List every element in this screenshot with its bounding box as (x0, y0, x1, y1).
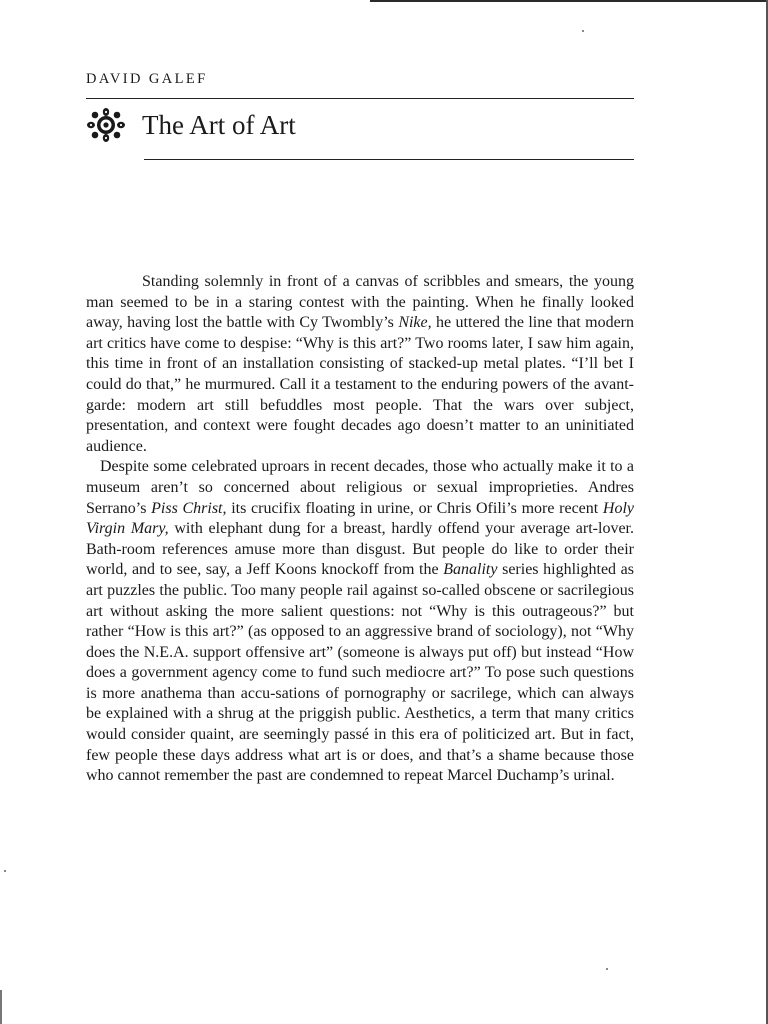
header-rule-bottom (144, 159, 634, 160)
book-page (86, 60, 634, 787)
paragraph-1 (86, 272, 634, 457)
flower-ornament-icon (86, 108, 126, 142)
artwork-title-nike: Nike, (398, 314, 432, 332)
text-run: Standing solemnly in front of a canvas of scribbles and smears, the young man seemed to be in a staring contest with the painting. When he finally looked away, having lost the battle with Cy Twombly’s (86, 273, 634, 332)
title-row (86, 107, 634, 143)
text-run: its crucifix floating in urine, or Chris Ofili’s more recent (226, 499, 603, 517)
artwork-title-piss-christ: Piss Christ, (151, 499, 227, 517)
paragraph-2 (86, 457, 634, 787)
artwork-title-holy-virgin-mary: Holy Virgin Mary, (86, 499, 635, 538)
artwork-series-banality: Banality (443, 561, 498, 579)
author-name: DAVID GALEF (86, 71, 208, 87)
text-run: he uttered the line that modern art critics have come to despise: “Why is this art?” Two rooms later, I saw him again, this time in front of an installation consisting of stacked-up metal plates. “I’ll bet I could do that,” he murmured. Call it a testament to the enduring powers of the avant-garde: modern art still befuddles most people. That the wars over subject, presentation, and context were fought decades ago doesn’t matter to an uninitiated audience. (86, 314, 634, 455)
scan-edge-top (370, 0, 768, 2)
text-run: Despite some celebrated uproars in recent decades, those who actually make it to a museum aren’t so concerned about religious or sexual improprieties. Andres Serrano’s (86, 458, 634, 517)
text-run: with elephant dung for a breast, hardly offend your average art-lover. Bath-room references amuse more than disgust. But people do like to order their world, and to see, say, a Jeff Koons knockoff from the (86, 520, 634, 579)
page-title: The Art of Art (142, 110, 296, 140)
scan-speck (582, 30, 584, 32)
header-rule-top (86, 98, 634, 99)
scan-speck (606, 968, 608, 970)
scan-speck (4, 870, 6, 872)
scan-edge-left (0, 990, 2, 1024)
essay-body (86, 272, 634, 787)
text-run: series highlighted as art puzzles the public. Too many people rail against so-called obscene or sacrilegious art without asking the more salient questions: not “Why is this outrageous?” but rather “How is this art?” (as opposed to an aggressive brand of sociology), not “Why does the N.E.A. support offensive art” (someone is always put off) but instead “How does a government agency come to fund such mediocre art?” To pose such questions is more anathema than accu-sations of pornography or sacrilege, which can always be explained with a shrug at the priggish public. Aesthetics, a term that many critics would consider quaint, are seemingly passé in this era of politicized art. But in fact, few people these days address what art is or does, and that’s a shame because those who cannot remember the past are condemned to repeat Marcel Duchamp’s urinal. (86, 561, 635, 785)
